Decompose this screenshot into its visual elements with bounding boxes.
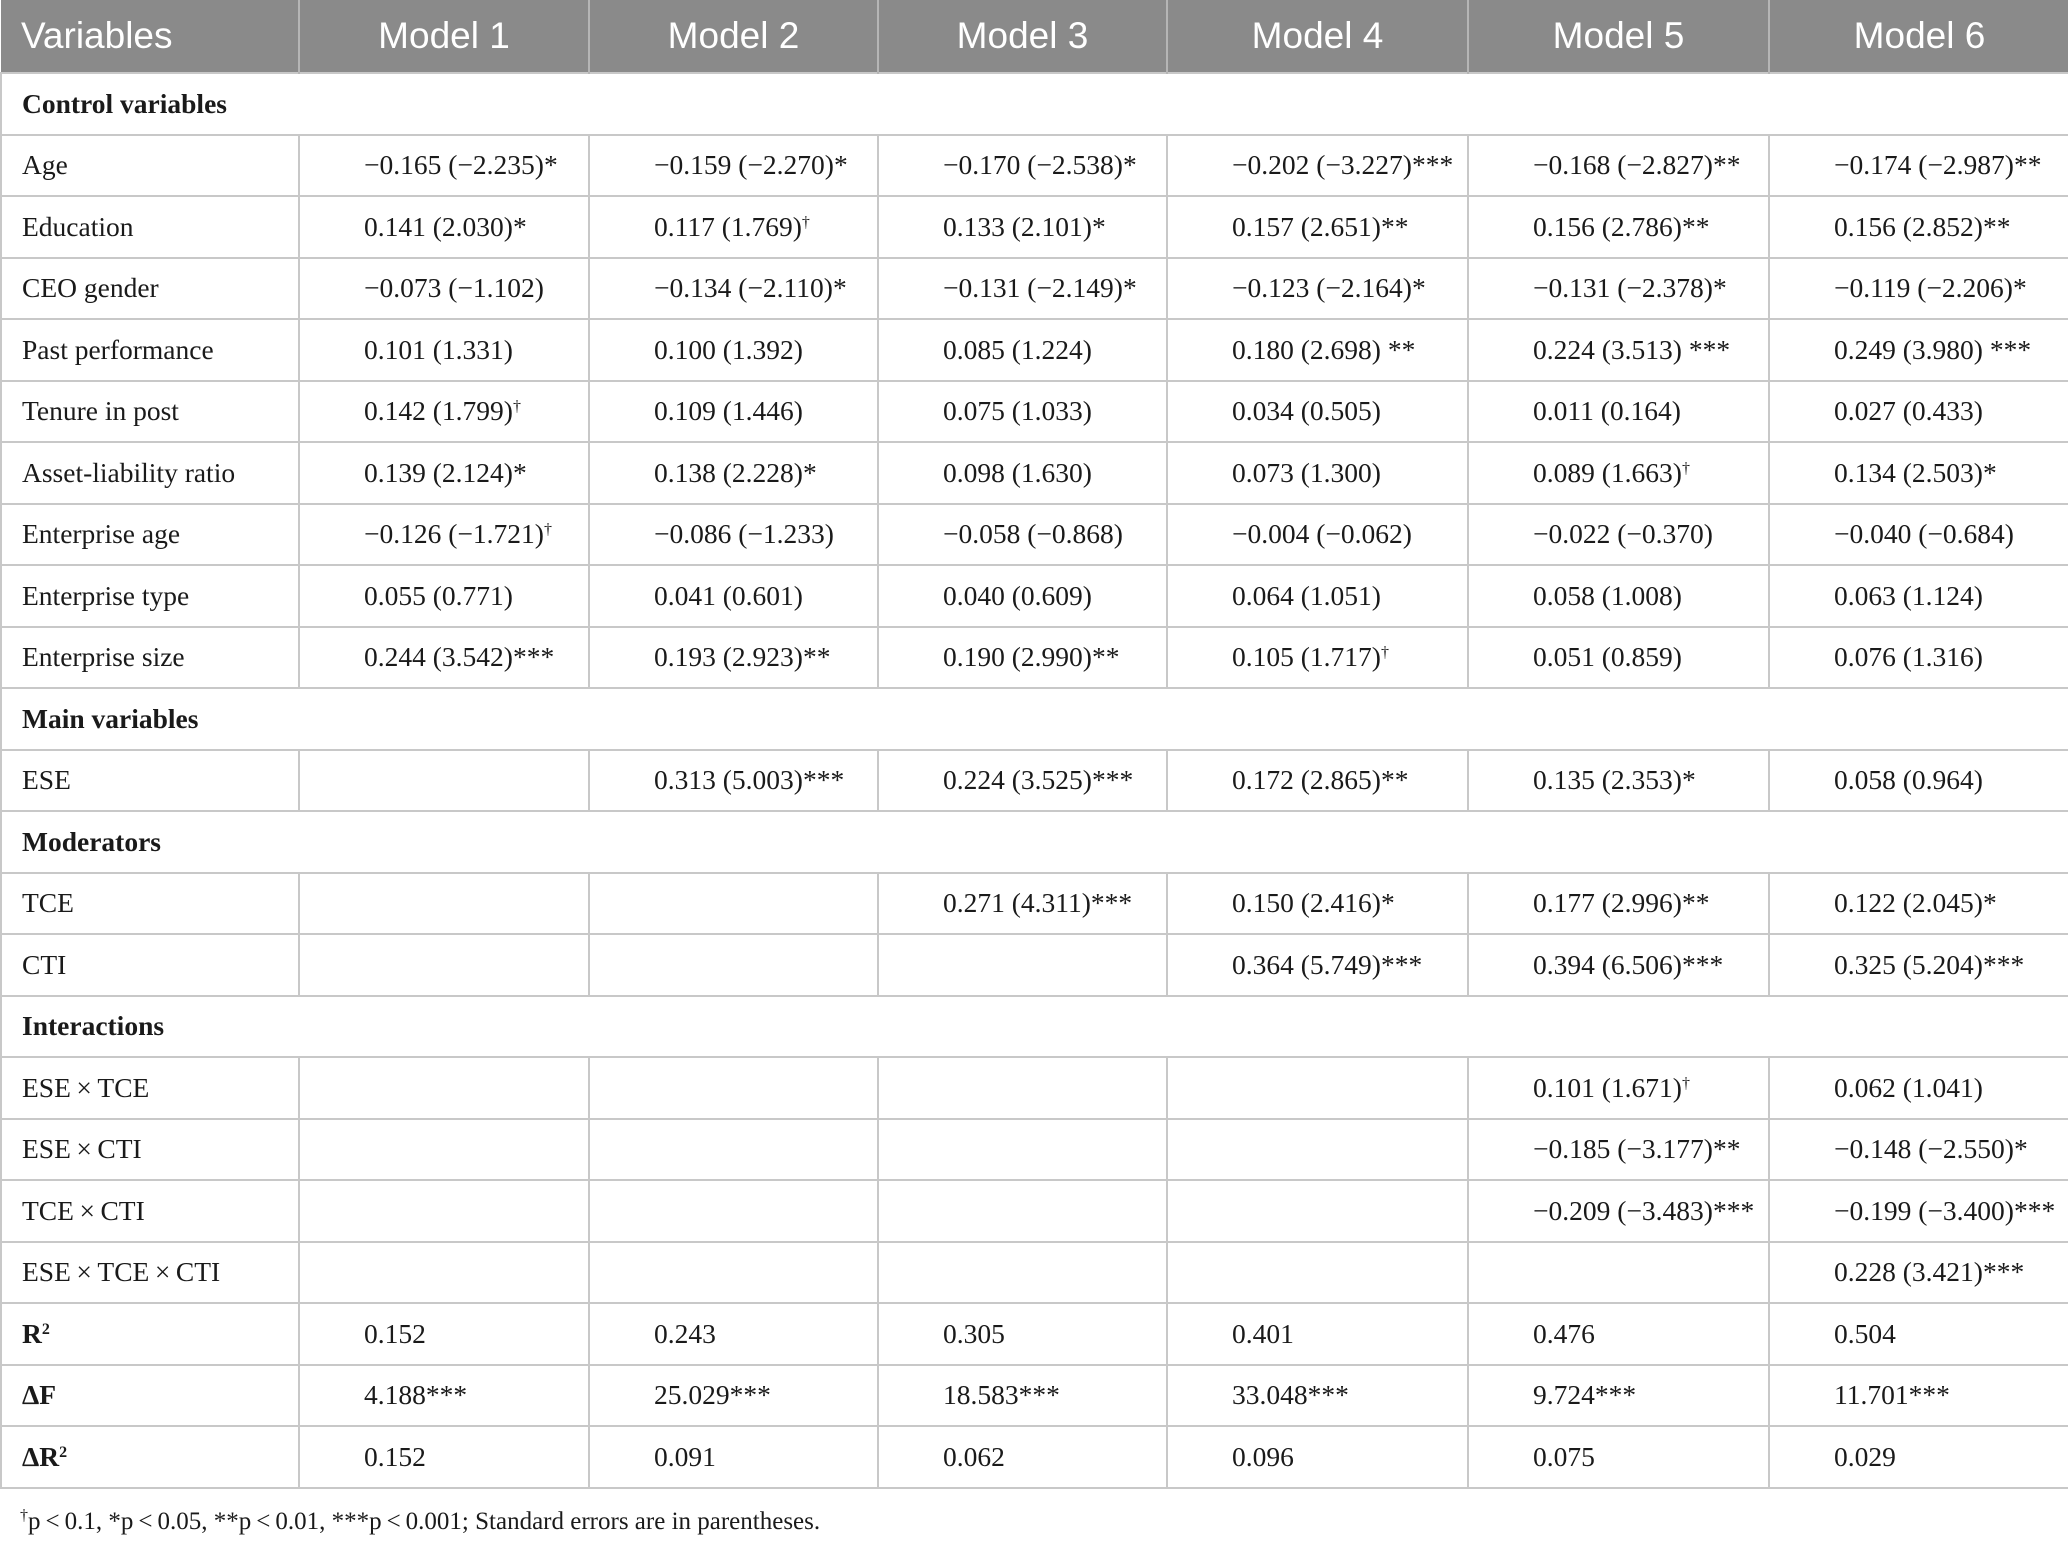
table-row bbox=[1, 381, 2068, 443]
table-row bbox=[1, 873, 2068, 935]
variable-label: Enterprise type bbox=[1, 565, 299, 627]
stat-value: 0.096 bbox=[1167, 1426, 1468, 1488]
coefficient-cell bbox=[1468, 135, 1769, 197]
stat-label-superscript: 2 bbox=[41, 1320, 50, 1338]
table-row bbox=[1, 1180, 2068, 1242]
coefficient-text: 0.101 (1.671) bbox=[1533, 1071, 1682, 1103]
stat-value: 0.504 bbox=[1769, 1303, 2068, 1365]
stat-value: 11.701*** bbox=[1769, 1365, 2068, 1427]
coefficient-text: −0.022 (−0.370) bbox=[1533, 518, 1713, 550]
coefficient-cell bbox=[299, 381, 589, 443]
coefficient-cell bbox=[299, 1057, 589, 1119]
coefficient-cell bbox=[878, 196, 1167, 258]
table-row bbox=[1, 135, 2068, 197]
coefficient-text: 0.027 (0.433) bbox=[1834, 395, 1983, 427]
coefficient-text: 0.075 (1.033) bbox=[943, 395, 1092, 427]
coefficient-text: 0.011 (0.164) bbox=[1533, 395, 1681, 427]
coefficient-cell bbox=[1769, 873, 2068, 935]
coefficient-text: −0.073 (−1.102) bbox=[364, 272, 544, 304]
coefficient-cell bbox=[1167, 319, 1468, 381]
coefficient-cell bbox=[589, 934, 878, 996]
coefficient-cell bbox=[589, 442, 878, 504]
section-row-interactions bbox=[1, 996, 2068, 1058]
coefficient-cell bbox=[1769, 1242, 2068, 1304]
table-row bbox=[1, 565, 2068, 627]
coefficient-cell bbox=[1167, 135, 1468, 197]
coefficient-cell bbox=[1167, 196, 1468, 258]
coefficient-text: −0.185 (−3.177)** bbox=[1533, 1133, 1741, 1165]
coefficient-cell bbox=[589, 1242, 878, 1304]
header-model-3: Model 3 bbox=[878, 0, 1167, 73]
coefficient-cell bbox=[1468, 319, 1769, 381]
coefficient-text: 0.135 (2.353)* bbox=[1533, 764, 1696, 796]
table-row bbox=[1, 934, 2068, 996]
coefficient-cell bbox=[878, 934, 1167, 996]
coefficient-text: −0.126 (−1.721) bbox=[364, 518, 544, 550]
coefficient-text: 0.076 (1.316) bbox=[1834, 641, 1983, 673]
coefficient-cell bbox=[589, 1180, 878, 1242]
coefficient-cell bbox=[1769, 258, 2068, 320]
coefficient-cell bbox=[299, 750, 589, 812]
dagger-symbol: † bbox=[20, 1507, 28, 1524]
coefficient-cell bbox=[878, 627, 1167, 689]
coefficient-cell bbox=[1769, 565, 2068, 627]
dagger-mark: † bbox=[1380, 644, 1389, 662]
footnote-text: p < 0.1, *p < 0.05, **p < 0.01, ***p < 0.001; Standard errors are in parentheses. bbox=[28, 1508, 821, 1535]
coefficient-cell bbox=[299, 135, 589, 197]
variable-label: CTI bbox=[1, 934, 299, 996]
coefficient-text: 0.325 (5.204)*** bbox=[1834, 948, 2025, 980]
coefficient-cell bbox=[1468, 565, 1769, 627]
coefficient-text: −0.119 (−2.206)* bbox=[1834, 272, 2027, 304]
coefficient-text: 0.073 (1.300) bbox=[1232, 456, 1381, 488]
coefficient-cell bbox=[589, 504, 878, 566]
coefficient-text: −0.174 (−2.987)** bbox=[1834, 149, 2042, 181]
coefficient-cell bbox=[1468, 1119, 1769, 1181]
coefficient-cell bbox=[1769, 381, 2068, 443]
coefficient-cell bbox=[299, 1242, 589, 1304]
coefficient-cell bbox=[589, 196, 878, 258]
coefficient-cell bbox=[299, 934, 589, 996]
table-row bbox=[1, 504, 2068, 566]
variable-label: TCE bbox=[1, 873, 299, 935]
coefficient-cell bbox=[299, 504, 589, 566]
coefficient-cell bbox=[1167, 1119, 1468, 1181]
variable-label: Age bbox=[1, 135, 299, 197]
coefficient-text: −0.134 (−2.110)* bbox=[654, 272, 847, 304]
coefficient-cell bbox=[1167, 934, 1468, 996]
coefficient-cell bbox=[1468, 442, 1769, 504]
stat-label-text: R bbox=[22, 1317, 42, 1349]
coefficient-text: 0.224 (3.525)*** bbox=[943, 764, 1134, 796]
stat-label-text: ΔF bbox=[22, 1379, 57, 1411]
coefficient-cell bbox=[589, 750, 878, 812]
variable-label: ESE bbox=[1, 750, 299, 812]
coefficient-cell bbox=[878, 1242, 1167, 1304]
coefficient-cell bbox=[1468, 1057, 1769, 1119]
table-row bbox=[1, 319, 2068, 381]
stat-value: 9.724*** bbox=[1468, 1365, 1769, 1427]
coefficient-cell bbox=[589, 319, 878, 381]
coefficient-text: 0.157 (2.651)** bbox=[1232, 210, 1409, 242]
coefficient-text: −0.148 (−2.550)* bbox=[1834, 1133, 2028, 1165]
stat-label-superscript: 2 bbox=[59, 1443, 68, 1461]
stat-label bbox=[1, 1426, 299, 1488]
coefficient-text: 0.364 (5.749)*** bbox=[1232, 948, 1423, 980]
table-row bbox=[1, 627, 2068, 689]
coefficient-cell bbox=[878, 442, 1167, 504]
coefficient-cell bbox=[1769, 934, 2068, 996]
coefficient-text: 0.051 (0.859) bbox=[1533, 641, 1682, 673]
coefficient-text: 0.394 (6.506)*** bbox=[1533, 948, 1724, 980]
coefficient-text: 0.100 (1.392) bbox=[654, 333, 803, 365]
coefficient-cell bbox=[589, 565, 878, 627]
stat-row bbox=[1, 1365, 2068, 1427]
coefficient-text: 0.313 (5.003)*** bbox=[654, 764, 845, 796]
coefficient-text: 0.156 (2.786)** bbox=[1533, 210, 1710, 242]
coefficient-text: −0.159 (−2.270)* bbox=[654, 149, 848, 181]
section-row-main-variables bbox=[1, 688, 2068, 750]
coefficient-cell bbox=[299, 319, 589, 381]
coefficient-cell bbox=[1769, 504, 2068, 566]
coefficient-text: −0.086 (−1.233) bbox=[654, 518, 834, 550]
coefficient-text: −0.131 (−2.149)* bbox=[943, 272, 1137, 304]
coefficient-cell bbox=[878, 1180, 1167, 1242]
coefficient-cell bbox=[589, 258, 878, 320]
header-model-2: Model 2 bbox=[589, 0, 878, 73]
coefficient-text: 0.034 (0.505) bbox=[1232, 395, 1381, 427]
coefficient-cell bbox=[1769, 135, 2068, 197]
variable-label: CEO gender bbox=[1, 258, 299, 320]
table-footnote bbox=[20, 1508, 820, 1536]
coefficient-cell bbox=[878, 750, 1167, 812]
coefficient-cell bbox=[1769, 442, 2068, 504]
coefficient-text: 0.062 (1.041) bbox=[1834, 1071, 1983, 1103]
section-title: Main variables bbox=[1, 688, 2068, 750]
variable-label: ESE × CTI bbox=[1, 1119, 299, 1181]
header-model-5: Model 5 bbox=[1468, 0, 1769, 73]
coefficient-text: −0.040 (−0.684) bbox=[1834, 518, 2014, 550]
coefficient-cell bbox=[1167, 627, 1468, 689]
stat-value: 0.476 bbox=[1468, 1303, 1769, 1365]
coefficient-text: 0.177 (2.996)** bbox=[1533, 887, 1710, 919]
coefficient-text: 0.133 (2.101)* bbox=[943, 210, 1106, 242]
coefficient-text: 0.063 (1.124) bbox=[1834, 579, 1983, 611]
table-body bbox=[1, 73, 2068, 1488]
coefficient-text: 0.134 (2.503)* bbox=[1834, 456, 1997, 488]
coefficient-cell bbox=[1167, 565, 1468, 627]
table-row bbox=[1, 442, 2068, 504]
header-model-4: Model 4 bbox=[1167, 0, 1468, 73]
coefficient-cell bbox=[1468, 873, 1769, 935]
section-title: Interactions bbox=[1, 996, 2068, 1058]
variable-label: ESE × TCE bbox=[1, 1057, 299, 1119]
coefficient-text: 0.085 (1.224) bbox=[943, 333, 1092, 365]
coefficient-cell bbox=[1468, 627, 1769, 689]
coefficient-text: −0.202 (−3.227)*** bbox=[1232, 149, 1454, 181]
coefficient-text: 0.109 (1.446) bbox=[654, 395, 803, 427]
variable-label: Past performance bbox=[1, 319, 299, 381]
stat-value: 0.091 bbox=[589, 1426, 878, 1488]
coefficient-text: −0.199 (−3.400)*** bbox=[1834, 1194, 2056, 1226]
dagger-mark: † bbox=[543, 521, 552, 539]
variable-label: TCE × CTI bbox=[1, 1180, 299, 1242]
coefficient-cell bbox=[299, 1119, 589, 1181]
coefficient-text: 0.141 (2.030)* bbox=[364, 210, 527, 242]
stat-value: 33.048*** bbox=[1167, 1365, 1468, 1427]
stat-label bbox=[1, 1365, 299, 1427]
coefficient-text: 0.228 (3.421)*** bbox=[1834, 1256, 2025, 1288]
dagger-mark: † bbox=[1681, 459, 1690, 477]
variable-label: Asset-liability ratio bbox=[1, 442, 299, 504]
coefficient-cell bbox=[1167, 504, 1468, 566]
coefficient-text: 0.150 (2.416)* bbox=[1232, 887, 1395, 919]
section-row-moderators bbox=[1, 811, 2068, 873]
coefficient-text: 0.089 (1.663) bbox=[1533, 456, 1682, 488]
coefficient-cell bbox=[1167, 750, 1468, 812]
coefficient-cell bbox=[299, 442, 589, 504]
stat-value: 0.305 bbox=[878, 1303, 1167, 1365]
coefficient-cell bbox=[1769, 750, 2068, 812]
table-row bbox=[1, 750, 2068, 812]
coefficient-text: 0.098 (1.630) bbox=[943, 456, 1092, 488]
coefficient-text: 0.193 (2.923)** bbox=[654, 641, 831, 673]
coefficient-cell bbox=[299, 565, 589, 627]
coefficient-cell bbox=[878, 504, 1167, 566]
coefficient-cell bbox=[1468, 934, 1769, 996]
coefficient-cell bbox=[589, 873, 878, 935]
header-row bbox=[1, 0, 2068, 73]
variable-label: Enterprise age bbox=[1, 504, 299, 566]
coefficient-cell bbox=[1167, 442, 1468, 504]
header-variables: Variables bbox=[1, 0, 299, 73]
table-row bbox=[1, 1242, 2068, 1304]
coefficient-text: 0.064 (1.051) bbox=[1232, 579, 1381, 611]
coefficient-cell bbox=[1769, 1180, 2068, 1242]
coefficient-text: 0.172 (2.865)** bbox=[1232, 764, 1409, 796]
coefficient-text: 0.117 (1.769) bbox=[654, 210, 802, 242]
coefficient-cell bbox=[1167, 381, 1468, 443]
coefficient-cell bbox=[299, 196, 589, 258]
coefficient-cell bbox=[1769, 1057, 2068, 1119]
coefficient-cell bbox=[589, 1057, 878, 1119]
coefficient-cell bbox=[589, 381, 878, 443]
coefficient-cell bbox=[1468, 1180, 1769, 1242]
stat-row bbox=[1, 1303, 2068, 1365]
coefficient-text: −0.170 (−2.538)* bbox=[943, 149, 1137, 181]
coefficient-cell bbox=[1167, 1057, 1468, 1119]
coefficient-cell bbox=[299, 627, 589, 689]
section-title: Moderators bbox=[1, 811, 2068, 873]
coefficient-cell bbox=[878, 873, 1167, 935]
coefficient-text: 0.055 (0.771) bbox=[364, 579, 513, 611]
coefficient-text: 0.142 (1.799) bbox=[364, 395, 513, 427]
coefficient-text: 0.101 (1.331) bbox=[364, 333, 513, 365]
stat-value: 0.243 bbox=[589, 1303, 878, 1365]
coefficient-cell bbox=[878, 381, 1167, 443]
stat-value: 18.583*** bbox=[878, 1365, 1167, 1427]
stat-value: 0.401 bbox=[1167, 1303, 1468, 1365]
coefficient-text: 0.224 (3.513) *** bbox=[1533, 333, 1731, 365]
variable-label: Tenure in post bbox=[1, 381, 299, 443]
coefficient-cell bbox=[1769, 627, 2068, 689]
section-row-control-variables bbox=[1, 73, 2068, 135]
coefficient-text: −0.058 (−0.868) bbox=[943, 518, 1123, 550]
coefficient-text: −0.004 (−0.062) bbox=[1232, 518, 1412, 550]
coefficient-text: 0.105 (1.717) bbox=[1232, 641, 1381, 673]
coefficient-text: 0.040 (0.609) bbox=[943, 579, 1092, 611]
coefficient-cell bbox=[878, 1119, 1167, 1181]
stat-value: 25.029*** bbox=[589, 1365, 878, 1427]
coefficient-text: 0.156 (2.852)** bbox=[1834, 210, 2011, 242]
coefficient-cell bbox=[589, 1119, 878, 1181]
stat-value: 0.152 bbox=[299, 1303, 589, 1365]
coefficient-cell bbox=[1167, 258, 1468, 320]
coefficient-cell bbox=[878, 319, 1167, 381]
variable-label: Education bbox=[1, 196, 299, 258]
stat-label bbox=[1, 1303, 299, 1365]
dagger-mark: † bbox=[801, 213, 810, 231]
section-title: Control variables bbox=[1, 73, 2068, 135]
coefficient-cell bbox=[1769, 196, 2068, 258]
coefficient-text: 0.058 (0.964) bbox=[1834, 764, 1983, 796]
coefficient-cell bbox=[1167, 1242, 1468, 1304]
coefficient-cell bbox=[1468, 196, 1769, 258]
coefficient-text: −0.168 (−2.827)** bbox=[1533, 149, 1741, 181]
coefficient-cell bbox=[1167, 1180, 1468, 1242]
coefficient-cell bbox=[589, 627, 878, 689]
variable-label: ESE × TCE × CTI bbox=[1, 1242, 299, 1304]
coefficient-cell bbox=[878, 258, 1167, 320]
coefficient-text: 0.249 (3.980) *** bbox=[1834, 333, 2032, 365]
dagger-mark: † bbox=[1681, 1074, 1690, 1092]
coefficient-cell bbox=[1468, 258, 1769, 320]
coefficient-cell bbox=[878, 135, 1167, 197]
coefficient-text: −0.123 (−2.164)* bbox=[1232, 272, 1426, 304]
stat-value: 0.029 bbox=[1769, 1426, 2068, 1488]
coefficient-text: −0.131 (−2.378)* bbox=[1533, 272, 1727, 304]
coefficient-text: 0.139 (2.124)* bbox=[364, 456, 527, 488]
coefficient-cell bbox=[299, 873, 589, 935]
coefficient-cell bbox=[1167, 873, 1468, 935]
stat-row bbox=[1, 1426, 2068, 1488]
stat-value: 0.075 bbox=[1468, 1426, 1769, 1488]
table-header bbox=[1, 0, 2068, 73]
coefficient-cell bbox=[299, 1180, 589, 1242]
coefficient-text: 0.180 (2.698) ** bbox=[1232, 333, 1416, 365]
coefficient-cell bbox=[878, 1057, 1167, 1119]
coefficient-cell bbox=[299, 258, 589, 320]
coefficient-text: 0.138 (2.228)* bbox=[654, 456, 817, 488]
coefficient-cell bbox=[589, 135, 878, 197]
stat-label-text: ΔR bbox=[22, 1440, 60, 1472]
coefficient-text: 0.244 (3.542)*** bbox=[364, 641, 555, 673]
coefficient-text: 0.041 (0.601) bbox=[654, 579, 803, 611]
coefficient-text: 0.122 (2.045)* bbox=[1834, 887, 1997, 919]
coefficient-text: 0.190 (2.990)** bbox=[943, 641, 1120, 673]
coefficient-cell bbox=[1468, 750, 1769, 812]
coefficient-cell bbox=[1769, 1119, 2068, 1181]
stat-value: 0.152 bbox=[299, 1426, 589, 1488]
coefficient-cell bbox=[878, 565, 1167, 627]
coefficient-text: 0.058 (1.008) bbox=[1533, 579, 1682, 611]
stat-value: 0.062 bbox=[878, 1426, 1167, 1488]
header-model-6: Model 6 bbox=[1769, 0, 2068, 73]
stat-value: 4.188*** bbox=[299, 1365, 589, 1427]
table-row bbox=[1, 258, 2068, 320]
coefficient-cell bbox=[1468, 1242, 1769, 1304]
dagger-mark: † bbox=[512, 398, 521, 416]
variable-label: Enterprise size bbox=[1, 627, 299, 689]
coefficient-cell bbox=[1468, 381, 1769, 443]
header-model-1: Model 1 bbox=[299, 0, 589, 73]
coefficient-cell bbox=[1468, 504, 1769, 566]
coefficient-cell bbox=[1769, 319, 2068, 381]
coefficient-text: 0.271 (4.311)*** bbox=[943, 887, 1133, 919]
table-row bbox=[1, 1119, 2068, 1181]
table-row bbox=[1, 196, 2068, 258]
coefficient-text: −0.165 (−2.235)* bbox=[364, 149, 558, 181]
coefficient-text: −0.209 (−3.483)*** bbox=[1533, 1194, 1755, 1226]
table-row bbox=[1, 1057, 2068, 1119]
